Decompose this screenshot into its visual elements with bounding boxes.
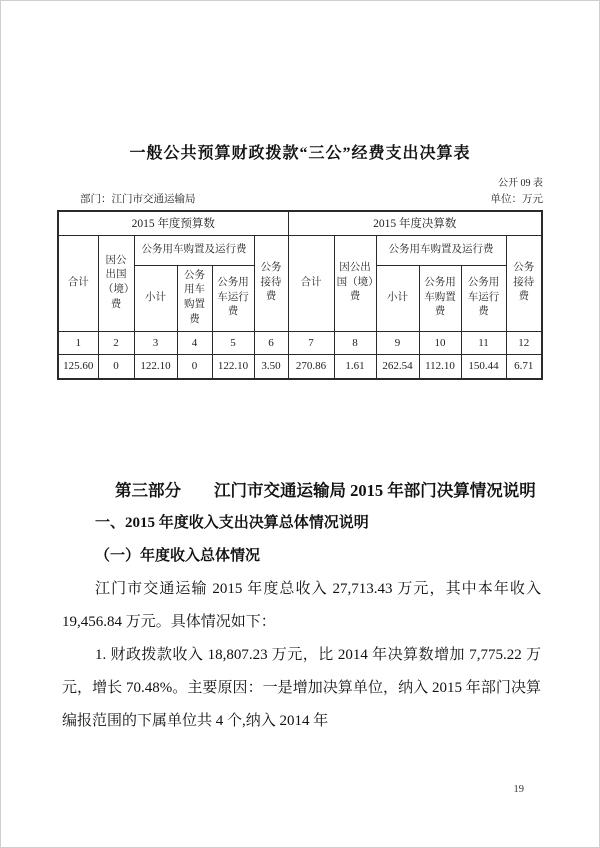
section-one-heading: 一、2015 年度收入支出决算总体情况说明 [95,515,369,531]
column-index-row [58,331,542,354]
header-total-final: 合计 [288,235,334,331]
fiscal-appropriation-paragraph: 1. 财政拨款收入 18,807.23 万元，比 2014 年决算数增加 7,775.22 万元，增长 70.48%。主要原因：一是增加决算单位，纳入 2015 年部门决算编报范围的下属单位共 4 个,纳入 2014 年 [62,647,541,729]
header-reception-final: 公务接待费 [506,235,542,331]
value-cell: 125.60 [58,354,98,379]
value-cell: 262.54 [376,354,419,379]
header-subtotal-budget: 小计 [134,265,177,331]
document-title: 一般公共预算财政拨款“三公”经费支出决算表 [129,145,471,162]
group-header-final: 2015 年度决算数 [288,211,542,235]
value-cell: 122.10 [134,354,177,379]
index-cell: 3 [134,331,177,354]
index-cell: 12 [506,331,542,354]
unit-label: 单位：万元 [490,194,543,205]
value-cell: 270.86 [288,354,334,379]
header-operation-final: 公务用车运行费 [461,265,506,331]
form-number-label: 公开 09 表 [498,178,543,189]
header-abroad-final: 因公出国（境）费 [334,235,376,331]
income-overview-paragraph: 江门市交通运输 2015 年度总收入 27,713.43 万元，其中本年收入 19,456.84 万元。具体情况如下： [62,581,541,630]
header-reception-budget: 公务接待费 [254,235,288,331]
index-cell: 1 [58,331,98,354]
table-group-header-row [58,211,542,235]
index-cell: 8 [334,331,376,354]
index-cell: 2 [98,331,134,354]
header-purchase-final: 公务用车购置费 [419,265,461,331]
sheet [0,140,600,738]
header-subtotal-final: 小计 [376,265,419,331]
three-public-expenses-table [57,210,543,380]
index-cell: 7 [288,331,334,354]
index-cell: 11 [461,331,506,354]
value-cell: 6.71 [506,354,542,379]
value-cell: 3.50 [254,354,288,379]
header-vehicle-budget: 公务用车购置及运行费 [134,235,254,265]
value-cell: 1.61 [334,354,376,379]
meta-row [57,191,543,206]
header-operation-budget: 公务用车运行费 [212,265,254,331]
page-number: 19 [513,784,524,795]
table-header-row-1 [58,235,542,265]
value-cell: 122.10 [212,354,254,379]
index-cell: 9 [376,331,419,354]
header-vehicle-final: 公务用车购置及运行费 [376,235,506,265]
header-abroad-budget: 因公出国（境）费 [98,235,134,331]
value-cell: 0 [98,354,134,379]
header-total-budget: 合计 [58,235,98,331]
value-cell: 0 [177,354,212,379]
index-cell: 6 [254,331,288,354]
index-cell: 4 [177,331,212,354]
value-cell: 150.44 [461,354,506,379]
index-cell: 5 [212,331,254,354]
index-cell: 10 [419,331,461,354]
part-three-heading: 第三部分 江门市交通运输局 2015 年部门决算情况说明 [115,481,536,500]
department-label: 部门：江门市交通运输局 [80,194,196,205]
subsection-one-heading: （一）年度收入总体情况 [95,548,261,564]
group-header-budget: 2015 年度预算数 [58,211,288,235]
body-text-block [57,474,543,738]
value-row [58,354,542,379]
value-cell: 112.10 [419,354,461,379]
header-purchase-budget: 公务用车购置费 [177,265,212,331]
